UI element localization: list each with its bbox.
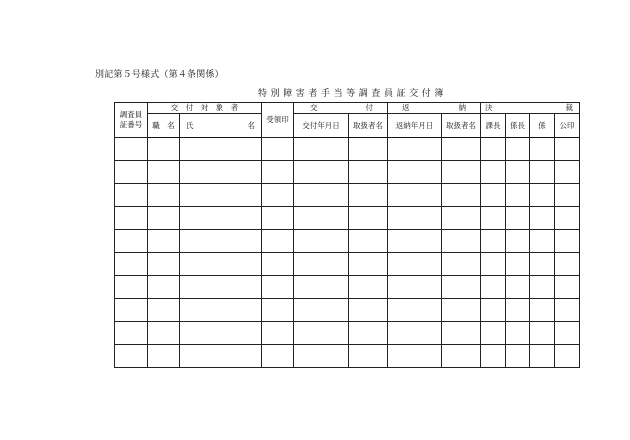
header-return-group [388,103,481,114]
cell-return-date[interactable] [388,345,442,368]
cell-official-seal[interactable] [555,322,580,345]
cell-subsection-chief[interactable] [506,299,530,322]
form-caption: 別記第５号様式（第４条関係） [95,70,224,80]
cell-issue-handler[interactable] [349,184,388,207]
cell-issue-handler[interactable] [349,322,388,345]
cell-investigator-no[interactable] [115,253,148,276]
cell-name[interactable] [180,322,262,345]
cell-staff[interactable] [530,184,555,207]
cell-name[interactable] [180,299,262,322]
table-row [115,345,580,368]
header-section-chief: 課長 [481,114,506,138]
cell-section-chief[interactable] [481,138,506,161]
cell-official-seal[interactable] [555,207,580,230]
cell-subsection-chief[interactable] [506,138,530,161]
cell-return-date[interactable] [388,322,442,345]
cell-return-handler[interactable] [442,322,481,345]
cell-name[interactable] [180,184,262,207]
header-issue-handler: 取扱者名 [349,114,388,138]
cell-official-seal[interactable] [555,253,580,276]
cell-return-date[interactable] [388,253,442,276]
cell-receipt-seal[interactable] [262,138,294,161]
cell-name[interactable] [180,276,262,299]
header-investigator-no-line1: 調査員 [119,110,143,119]
header-staff: 係 [530,114,555,138]
table-row [115,299,580,322]
cell-investigator-no[interactable] [115,230,148,253]
header-approval-group [481,103,580,114]
cell-staff[interactable] [530,207,555,230]
cell-issue-handler[interactable] [349,345,388,368]
cell-return-handler[interactable] [442,161,481,184]
header-investigator-no [115,103,148,138]
header-issue-group-a: 交 [310,103,318,113]
table-row [115,322,580,345]
cell-position[interactable] [148,253,180,276]
ledger-body [115,138,580,368]
cell-issue-date[interactable] [294,230,349,253]
cell-subsection-chief[interactable] [506,276,530,299]
header-issue-group [294,103,388,114]
cell-issue-handler[interactable] [349,299,388,322]
header-issue-date: 交付年月日 [294,114,349,138]
cell-return-handler[interactable] [442,230,481,253]
cell-subsection-chief[interactable] [506,345,530,368]
cell-section-chief[interactable] [481,207,506,230]
cell-issue-date[interactable] [294,276,349,299]
cell-position[interactable] [148,184,180,207]
cell-return-date[interactable] [388,207,442,230]
cell-staff[interactable] [530,161,555,184]
cell-return-handler[interactable] [442,138,481,161]
table-row [115,161,580,184]
cell-subsection-chief[interactable] [506,253,530,276]
cell-official-seal[interactable] [555,184,580,207]
cell-return-date[interactable] [388,299,442,322]
cell-receipt-seal[interactable] [262,184,294,207]
cell-section-chief[interactable] [481,345,506,368]
cell-return-date[interactable] [388,184,442,207]
cell-issue-handler[interactable] [349,276,388,299]
header-subsection-chief: 係長 [506,114,530,138]
header-return-group-b: 納 [458,103,466,113]
cell-position[interactable] [148,207,180,230]
cell-section-chief[interactable] [481,161,506,184]
cell-issue-handler[interactable] [349,138,388,161]
cell-return-handler[interactable] [442,299,481,322]
cell-return-handler[interactable] [442,184,481,207]
cell-position[interactable] [148,138,180,161]
header-return-date: 返納年月日 [388,114,442,138]
cell-staff[interactable] [530,322,555,345]
cell-issue-date[interactable] [294,253,349,276]
cell-position[interactable] [148,299,180,322]
cell-investigator-no[interactable] [115,299,148,322]
cell-section-chief[interactable] [481,322,506,345]
cell-investigator-no[interactable] [115,322,148,345]
cell-section-chief[interactable] [481,276,506,299]
cell-investigator-no[interactable] [115,276,148,299]
table-row [115,276,580,299]
cell-position[interactable] [148,161,180,184]
cell-official-seal[interactable] [555,161,580,184]
cell-name[interactable] [180,230,262,253]
cell-investigator-no[interactable] [115,345,148,368]
cell-position[interactable] [148,230,180,253]
cell-issue-handler[interactable] [349,207,388,230]
cell-position[interactable] [148,322,180,345]
cell-position[interactable] [148,276,180,299]
table-row [115,207,580,230]
header-name [180,114,262,138]
cell-staff[interactable] [530,230,555,253]
cell-subsection-chief[interactable] [506,322,530,345]
cell-receipt-seal[interactable] [262,276,294,299]
document-title: 特別障害者手当等調査員証交付簿 [258,89,448,99]
cell-return-date[interactable] [388,230,442,253]
cell-subsection-chief[interactable] [506,184,530,207]
cell-issue-date[interactable] [294,322,349,345]
cell-staff[interactable] [530,138,555,161]
cell-receipt-seal[interactable] [262,230,294,253]
cell-section-chief[interactable] [481,230,506,253]
cell-official-seal[interactable] [555,230,580,253]
cell-subsection-chief[interactable] [506,161,530,184]
header-return-handler: 取扱者名 [442,114,481,138]
cell-return-date[interactable] [388,276,442,299]
cell-name[interactable] [180,253,262,276]
header-receipt-seal: 受領印 [262,103,294,138]
header-return-group-a: 返 [402,103,410,113]
cell-official-seal[interactable] [555,138,580,161]
header-investigator-no-line2: 証番号 [119,120,143,129]
header-issue-group-b: 付 [365,103,373,113]
cell-issue-date[interactable] [294,184,349,207]
cell-name[interactable] [180,345,262,368]
issuance-ledger-table [114,102,580,368]
cell-return-handler[interactable] [442,253,481,276]
table-row [115,253,580,276]
cell-issue-date[interactable] [294,138,349,161]
cell-return-handler[interactable] [442,276,481,299]
header-name-b: 名 [247,120,255,130]
cell-issue-handler[interactable] [349,253,388,276]
cell-official-seal[interactable] [555,299,580,322]
cell-issue-date[interactable] [294,161,349,184]
table-row [115,184,580,207]
cell-position[interactable] [148,345,180,368]
cell-investigator-no[interactable] [115,207,148,230]
cell-section-chief[interactable] [481,299,506,322]
cell-receipt-seal[interactable] [262,253,294,276]
cell-issue-date[interactable] [294,345,349,368]
cell-receipt-seal[interactable] [262,299,294,322]
cell-issue-handler[interactable] [349,230,388,253]
cell-return-handler[interactable] [442,207,481,230]
cell-return-date[interactable] [388,161,442,184]
cell-section-chief[interactable] [481,253,506,276]
cell-return-handler[interactable] [442,345,481,368]
cell-receipt-seal[interactable] [262,322,294,345]
header-recipient-group: 交 付 対 象 者 [148,103,262,114]
cell-name[interactable] [180,138,262,161]
cell-name[interactable] [180,207,262,230]
cell-subsection-chief[interactable] [506,230,530,253]
cell-investigator-no[interactable] [115,161,148,184]
header-position: 職 名 [148,114,180,138]
table-row [115,138,580,161]
cell-investigator-no[interactable] [115,184,148,207]
header-approval-group-b: 裁 [565,103,573,113]
cell-receipt-seal[interactable] [262,207,294,230]
cell-receipt-seal[interactable] [262,161,294,184]
table-row [115,230,580,253]
cell-issue-date[interactable] [294,299,349,322]
cell-receipt-seal[interactable] [262,345,294,368]
cell-staff[interactable] [530,299,555,322]
cell-official-seal[interactable] [555,345,580,368]
header-approval-group-a: 決 [485,103,493,113]
cell-section-chief[interactable] [481,184,506,207]
cell-official-seal[interactable] [555,276,580,299]
cell-name[interactable] [180,161,262,184]
cell-staff[interactable] [530,253,555,276]
cell-issue-handler[interactable] [349,161,388,184]
header-name-a: 氏 [186,120,194,130]
cell-staff[interactable] [530,345,555,368]
cell-investigator-no[interactable] [115,138,148,161]
cell-return-date[interactable] [388,138,442,161]
header-official-seal: 公印 [555,114,580,138]
cell-issue-date[interactable] [294,207,349,230]
cell-staff[interactable] [530,276,555,299]
cell-subsection-chief[interactable] [506,207,530,230]
